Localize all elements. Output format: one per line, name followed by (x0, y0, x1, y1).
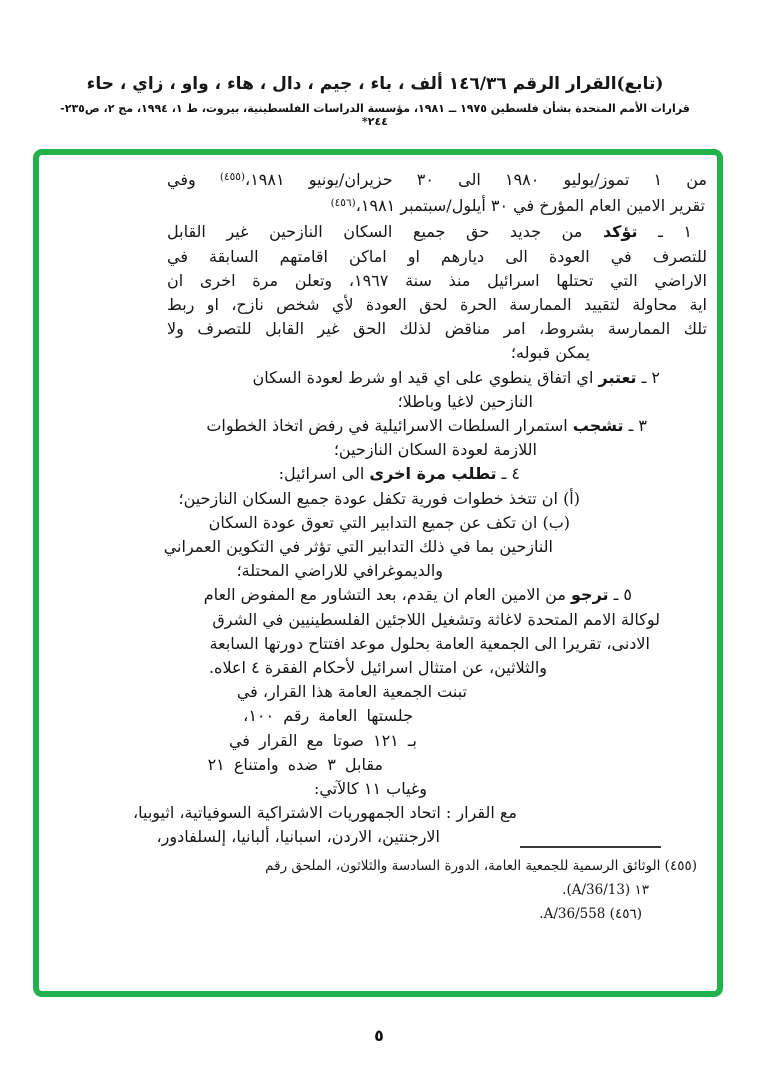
text-line (167, 583, 632, 607)
text-line (167, 414, 647, 438)
text-segment: جلستها العامة رقم ١٠٠، (243, 706, 413, 726)
text-segment: وغياب ١١ كالآتي: (313, 779, 427, 799)
text-segment: من جديد حق جميع السكان النازحين غير القابل (167, 222, 603, 242)
text-segment: للتصرف في العودة الى ديارهم او اماكن اقامتهم السابقة في (167, 246, 707, 266)
text-segment: (٤٥٦) A/36/558. (539, 906, 642, 922)
text-line (167, 878, 649, 902)
text-line (167, 487, 580, 511)
resolution-body-text (132, 168, 708, 850)
text-line (167, 777, 427, 801)
footnote-ref: (٤٥٥) (219, 171, 246, 183)
footnote-ref: (٤٥٦) (330, 197, 356, 210)
text-segment: ٤ ـ (496, 464, 520, 484)
text-line (167, 680, 467, 704)
bold-text: تطلب مرة اخرى (369, 464, 497, 484)
bold-text: تعتبر (598, 367, 637, 387)
text-line (167, 854, 697, 878)
page-header (50, 74, 700, 128)
text-line (167, 902, 642, 926)
text-line (167, 729, 417, 753)
text-line (167, 438, 537, 462)
text-line (167, 559, 443, 583)
text-segment: الاراضي التي تحتلها اسرائيل منذ سنة ١٩٦٧، وتعلن مرة اخرى ان (167, 270, 708, 290)
bold-text: تشجب (572, 416, 624, 436)
text-segment: الارجنتين، الاردن، اسبانيا، ألبانيا، إلسلفادور، (156, 827, 440, 847)
text-segment: تلك الممارسة بشروط، امر مناقض لذلك الحق غير القابل للتصرف ولا (167, 319, 707, 339)
source-citation: قرارات الأمم المتحدة بشأن فلسطين ١٩٧٥ ــ ١٩٨١، مؤسسة الدراسات الفلسطينية، بيروت، ط ١، ١٩٩٤، مج ٢، ص٢٣٥- ٢٤٤* (60, 102, 690, 128)
text-line (167, 704, 413, 728)
text-segment: الادنى، تقريرا الى الجمعية العامة بحلول موعد افتتاح دورتها السابعة (209, 633, 650, 653)
text-line (167, 632, 650, 656)
text-line (167, 511, 570, 535)
text-segment: ٥ ـ (608, 585, 632, 605)
page-number: ٥ (374, 1026, 384, 1045)
text-segment: لوكالة الامم المتحدة لاغاثة وتشغيل اللاجئين الفلسطينيين في الشرق (212, 609, 660, 629)
text-segment: اية محاولة لتقييد الممارسة الحرة لحق العودة لأي شخص نازح، او ربط (167, 295, 707, 315)
text-line (167, 462, 520, 486)
text-segment: ١٣ (A/36/13). (562, 882, 649, 898)
text-segment: اي اتفاق ينطوي على اي قيد او شرط لعودة السكان (252, 367, 599, 387)
text-segment: تبنت الجمعية العامة هذا القرار، في (236, 682, 467, 702)
text-segment: ٣ ـ (623, 416, 647, 436)
text-segment: من ١ تموز/يوليو ١٩٨٠ الى ٣٠ حزيران/يونيو ١٩٨١، (245, 170, 708, 189)
text-line (167, 317, 707, 341)
footnotes-block (167, 854, 707, 926)
text-segment: ١ ـ (637, 222, 692, 242)
text-segment: من الامين العام ان يقدم، بعد التشاور مع المفوض العام (203, 585, 572, 605)
text-segment: الى اسرائيل: (278, 464, 370, 484)
text-line (167, 656, 547, 680)
text-segment: بـ ١٢١ صوتا مع القرار في (228, 730, 417, 750)
text-segment: والثلاثين، عن امتثال اسرائيل لأحكام الفقرة ٤ اعلاه. (208, 658, 547, 678)
text-line (167, 366, 660, 390)
text-line (167, 608, 660, 632)
text-segment: (ب) ان تكف عن جميع التدابير التي تعوق عودة السكان (208, 512, 570, 532)
text-segment: مقابل ٣ ضده وامتناع ٢١ (207, 754, 383, 774)
text-segment: يمكن قبوله؛ (510, 343, 590, 363)
text-segment: مع القرار : اتحاد الجمهوريات الاشتراكية السوفياتية، اثيوبيا، (132, 803, 517, 823)
text-segment: (٤٥٥) الوثائق الرسمية للجمعية العامة، الدورة السادسة والثلاثون، الملحق رقم (265, 858, 697, 874)
text-line (167, 341, 590, 365)
text-line (132, 801, 517, 825)
text-line (167, 390, 533, 414)
text-line (167, 293, 707, 317)
text-line (167, 269, 707, 293)
text-segment: اللازمة لعودة السكان النازحين؛ (333, 440, 537, 460)
text-line (167, 245, 707, 269)
text-segment: ٢ ـ (636, 367, 660, 387)
text-segment: النازحين لاغيا وباطلا؛ (397, 391, 533, 411)
text-line (167, 753, 383, 777)
resolution-title: (تابع)القرار الرقم ١٤٦/٣٦ ألف ، باء ، جيم ، دال ، هاء ، واو ، زاي ، حاء (86, 74, 664, 94)
text-segment: (أ) ان تتخذ خطوات فورية تكفل عودة جميع السكان النازحين؛ (178, 488, 580, 508)
text-segment: النازحين بما في ذلك التدابير التي تؤثر في التكوين العمراني (163, 537, 553, 557)
text-segment: والديموغرافي للاراضي المحتلة؛ (236, 561, 443, 581)
text-line (167, 168, 707, 194)
text-segment: تقرير الامين العام المؤرخ في ٣٠ أيلول/سبتمبر ١٩٨١، (355, 196, 705, 216)
text-line (167, 220, 707, 244)
bold-text: تؤكد (602, 222, 638, 242)
footnote-separator (520, 846, 661, 848)
text-segment: استمرار السلطات الاسرائيلية في رفض اتخاذ الخطوات (206, 416, 573, 436)
bold-text: ترجو (571, 585, 609, 605)
text-line (167, 194, 705, 220)
text-line (156, 825, 440, 849)
text-segment: وفي (167, 170, 220, 189)
text-line (163, 535, 553, 559)
